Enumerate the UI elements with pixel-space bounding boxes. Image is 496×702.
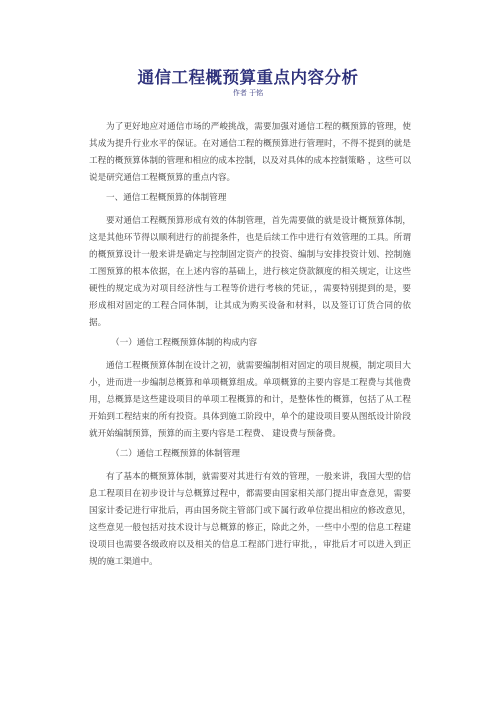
document-author: 作者 于铭 (232, 89, 264, 97)
subsection-heading-1: （一）通信工程概预算体制的构成内容 (111, 338, 258, 348)
intro-paragraph: 为了更好地应对通信市场的严峻挑战，需要加强对通信工程的概预算的管理，使其成为提升行业水平的保证。在对通信工程的概预算进行管理时，不得不提到的就是工程的概预算体制的管理和相应的成本控制，以及对具体的成本控制策略 ，这些可以说是研究通信工程概预算的重点内容。 (89, 122, 411, 183)
subsection-heading-2: （二）通信工程概预算的体制管理 (111, 449, 240, 459)
subsection-paragraph-1: 通信工程概预算体制在设计之初，就需要编制相对固定的项目规模，制定项目大小，进而进一步编制总概算和单项概算组成。单项概算的主要内容是工程费与其他费用，总概算是这些建设项目的单项工程概算的和计，是整体性的概算，包括了从工程开始到工程结束的所有投资。具体到施工阶段中，单个的建设项目要从图纸设计阶段就开始编制预算，预算的而主要内容是工程费、 建设费与预备费。 (89, 361, 411, 439)
section-heading-1: 一、通信工程概预算的体制管理 (106, 193, 227, 203)
section-paragraph-1: 要对通信工程概预算形成有效的体制管理，首先需要做的就是设计概预算体制，这是其他环节得以顺利进行的前提条件，也是后续工作中进行有效管理的工具。所谓的概预算设计一般来讲是确定与控制固定资产的投资、编制与安排投资计划、控制施工图预算的根本依据，在上述内容的基础上，进行核定贷款额度的相关规定，让这些硬性的规定成为对项目经济性与工程等价进行考核的凭证，，需要特别提到的是，要形成相对固定的工程合同体制，让其成为购买设备和材料，以及签订订货合同的依据。 (89, 216, 411, 328)
document-body (89, 119, 411, 574)
document-title: 通信工程概预算重点内容分析 (137, 68, 359, 87)
subsection-paragraph-2: 有了基本的概预算体制，就需要对其进行有效的管理，一般来讲，我国大型的信息工程项目在初步设计与总概算过程中，都需要由国家相关部门提出审查意见，需要国家计委记进行审批后，再由国务院主管部门或下属行政单位提出相应的修改意见，这些意见一般包括对技术设计与总概算的修正，除此之外，一些中小型的信息工程建设项目也需要各级政府以及相关的信息工程部门进行审批，，审批后才可以进入到正规的施工渠道中。 (89, 472, 411, 567)
